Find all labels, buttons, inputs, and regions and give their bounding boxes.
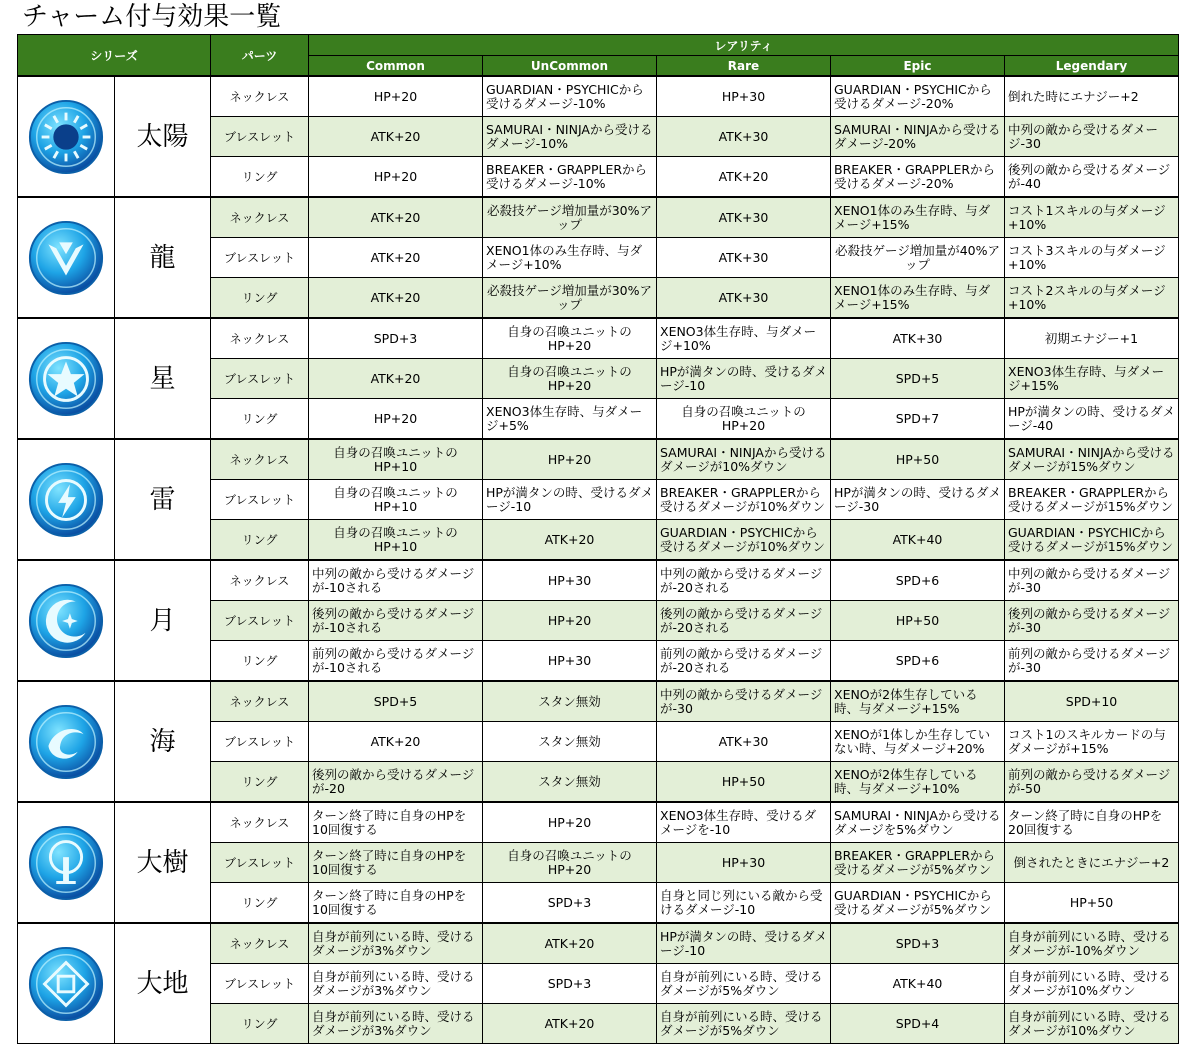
effect-cell: GUARDIAN・PSYCHICから受けるダメージが5%ダウン bbox=[831, 883, 1005, 924]
effect-cell: GUARDIAN・PSYCHICから受けるダメージ-20% bbox=[831, 76, 1005, 117]
effect-cell: 自身の召喚ユニットのHP+10 bbox=[309, 480, 483, 520]
effect-cell: XENO3体生存時、受けるダメージを-10 bbox=[657, 802, 831, 843]
effect-cell: SPD+5 bbox=[831, 359, 1005, 399]
series-icon-cell bbox=[18, 318, 115, 439]
effect-cell: 後列の敵から受けるダメージが-40 bbox=[1005, 157, 1179, 198]
effect-cell: 後列の敵から受けるダメージが-20される bbox=[657, 601, 831, 641]
part-name: ブレスレット bbox=[211, 964, 309, 1004]
table-row bbox=[18, 560, 1179, 601]
effect-cell: 自身の召喚ユニットのHP+10 bbox=[309, 439, 483, 480]
effect-cell: 中列の敵から受けるダメージが-10される bbox=[309, 560, 483, 601]
effect-cell: スタン無効 bbox=[483, 722, 657, 762]
part-name: リング bbox=[211, 278, 309, 319]
effect-cell: XENOが2体生存している時、与ダメージ+10% bbox=[831, 762, 1005, 803]
series-name: 大地 bbox=[115, 923, 211, 1044]
effect-cell: ATK+30 bbox=[657, 117, 831, 157]
effect-cell: 自身の召喚ユニットのHP+20 bbox=[657, 399, 831, 440]
series-name: 大樹 bbox=[115, 802, 211, 923]
effect-cell: 初期エナジー+1 bbox=[1005, 318, 1179, 359]
effect-cell: HP+20 bbox=[483, 601, 657, 641]
effect-cell: ATK+20 bbox=[309, 722, 483, 762]
header-rarity-common: Common bbox=[309, 56, 483, 77]
charm-effect-table-container bbox=[17, 34, 1178, 1044]
effect-cell: 必殺技ゲージ増加量が40%アップ bbox=[831, 238, 1005, 278]
effect-cell: XENO1体のみ生存時、与ダメージ+15% bbox=[831, 278, 1005, 319]
effect-cell: ATK+30 bbox=[657, 278, 831, 319]
effect-cell: コスト1のスキルカードの与ダメージが+15% bbox=[1005, 722, 1179, 762]
series-icon-cell bbox=[18, 681, 115, 802]
effect-cell: HP+30 bbox=[657, 843, 831, 883]
effect-cell: ATK+20 bbox=[309, 278, 483, 319]
effect-cell: 前列の敵から受けるダメージが-50 bbox=[1005, 762, 1179, 803]
table-body bbox=[18, 76, 1179, 1044]
effect-cell: SPD+4 bbox=[831, 1004, 1005, 1044]
table-row bbox=[18, 923, 1179, 964]
effect-cell: 自身が前列にいる時、受けるダメージが-10%ダウン bbox=[1005, 923, 1179, 964]
effect-cell: 自身の召喚ユニットのHP+20 bbox=[483, 359, 657, 399]
effect-cell: XENO3体生存時、与ダメージ+5% bbox=[483, 399, 657, 440]
effect-cell: HPが満タンの時、受けるダメージ-10 bbox=[657, 359, 831, 399]
effect-cell: SPD+3 bbox=[831, 923, 1005, 964]
sea-charm-icon bbox=[18, 703, 114, 781]
series-name: 星 bbox=[115, 318, 211, 439]
effect-cell: HPが満タンの時、受けるダメージ-30 bbox=[831, 480, 1005, 520]
effect-cell: HP+50 bbox=[657, 762, 831, 803]
series-icon-cell bbox=[18, 923, 115, 1044]
effect-cell: HP+30 bbox=[483, 560, 657, 601]
effect-cell: 前列の敵から受けるダメージが-10される bbox=[309, 641, 483, 682]
part-name: ネックレス bbox=[211, 802, 309, 843]
effect-cell: 中列の敵から受けるダメージが-30 bbox=[1005, 560, 1179, 601]
effect-cell: BREAKER・GRAPPLERから受けるダメージが10%ダウン bbox=[657, 480, 831, 520]
series-icon-cell bbox=[18, 439, 115, 560]
table-row bbox=[18, 197, 1179, 238]
effect-cell: ATK+40 bbox=[831, 520, 1005, 561]
effect-cell: スタン無効 bbox=[483, 681, 657, 722]
effect-cell: 前列の敵から受けるダメージが-20される bbox=[657, 641, 831, 682]
part-name: ブレスレット bbox=[211, 117, 309, 157]
effect-cell: SPD+3 bbox=[309, 318, 483, 359]
sun-charm-icon bbox=[18, 98, 114, 176]
part-name: リング bbox=[211, 520, 309, 561]
effect-cell: BREAKER・GRAPPLERから受けるダメージ-10% bbox=[483, 157, 657, 198]
effect-cell: SPD+3 bbox=[483, 964, 657, 1004]
effect-cell: 自身が前列にいる時、受けるダメージが10%ダウン bbox=[1005, 1004, 1179, 1044]
effect-cell: ATK+20 bbox=[657, 157, 831, 198]
part-name: ネックレス bbox=[211, 560, 309, 601]
series-icon-cell bbox=[18, 197, 115, 318]
effect-cell: スタン無効 bbox=[483, 762, 657, 803]
effect-cell: コスト3スキルの与ダメージ+10% bbox=[1005, 238, 1179, 278]
effect-cell: 必殺技ゲージ増加量が30%アップ bbox=[483, 197, 657, 238]
effect-cell: 自身が前列にいる時、受けるダメージが3%ダウン bbox=[309, 923, 483, 964]
page-title: チャーム付与効果一覧 bbox=[22, 2, 282, 32]
effect-cell: ATK+30 bbox=[831, 318, 1005, 359]
part-name: ブレスレット bbox=[211, 722, 309, 762]
effect-cell: 中列の敵から受けるダメージが-30 bbox=[657, 681, 831, 722]
effect-cell: HPが満タンの時、受けるダメージ-40 bbox=[1005, 399, 1179, 440]
effect-cell: SPD+5 bbox=[309, 681, 483, 722]
effect-cell: 自身が前列にいる時、受けるダメージが5%ダウン bbox=[657, 1004, 831, 1044]
effect-cell: ATK+30 bbox=[657, 238, 831, 278]
effect-cell: ATK+20 bbox=[483, 520, 657, 561]
effect-cell: ATK+30 bbox=[657, 197, 831, 238]
header-rarity-uncommon: UnCommon bbox=[483, 56, 657, 77]
effect-cell: SAMURAI・NINJAから受けるダメージが15%ダウン bbox=[1005, 439, 1179, 480]
effect-cell: SPD+6 bbox=[831, 560, 1005, 601]
effect-cell: 後列の敵から受けるダメージが-10される bbox=[309, 601, 483, 641]
effect-cell: XENO3体生存時、与ダメージ+15% bbox=[1005, 359, 1179, 399]
effect-cell: コスト1スキルの与ダメージ+10% bbox=[1005, 197, 1179, 238]
effect-cell: ターン終了時に自身のHPを10回復する bbox=[309, 802, 483, 843]
charm-effect-table bbox=[17, 34, 1179, 1044]
effect-cell: HP+20 bbox=[309, 157, 483, 198]
series-name: 太陽 bbox=[115, 76, 211, 197]
part-name: ブレスレット bbox=[211, 238, 309, 278]
effect-cell: 自身が前列にいる時、受けるダメージが5%ダウン bbox=[657, 964, 831, 1004]
effect-cell: ATK+30 bbox=[657, 722, 831, 762]
part-name: ブレスレット bbox=[211, 601, 309, 641]
effect-cell: ATK+40 bbox=[831, 964, 1005, 1004]
effect-cell: HP+20 bbox=[483, 802, 657, 843]
effect-cell: HP+30 bbox=[483, 641, 657, 682]
part-name: リング bbox=[211, 399, 309, 440]
effect-cell: 後列の敵から受けるダメージが-30 bbox=[1005, 601, 1179, 641]
effect-cell: HP+50 bbox=[831, 601, 1005, 641]
effect-cell: 倒されたときにエナジー+2 bbox=[1005, 843, 1179, 883]
star-charm-icon bbox=[18, 340, 114, 418]
part-name: リング bbox=[211, 157, 309, 198]
effect-cell: GUARDIAN・PSYCHICから受けるダメージ-10% bbox=[483, 76, 657, 117]
effect-cell: コスト2スキルの与ダメージ+10% bbox=[1005, 278, 1179, 319]
effect-cell: 自身の召喚ユニットのHP+20 bbox=[483, 843, 657, 883]
dragon-charm-icon bbox=[18, 219, 114, 297]
effect-cell: ATK+20 bbox=[309, 117, 483, 157]
effect-cell: BREAKER・GRAPPLERから受けるダメージが15%ダウン bbox=[1005, 480, 1179, 520]
table-row bbox=[18, 439, 1179, 480]
part-name: ネックレス bbox=[211, 923, 309, 964]
header-series: シリーズ bbox=[18, 35, 211, 77]
header-rarity: レアリティ bbox=[309, 35, 1179, 56]
effect-cell: 自身の召喚ユニットのHP+10 bbox=[309, 520, 483, 561]
part-name: ネックレス bbox=[211, 681, 309, 722]
effect-cell: 中列の敵から受けるダメージ-30 bbox=[1005, 117, 1179, 157]
series-name: 龍 bbox=[115, 197, 211, 318]
effect-cell: 中列の敵から受けるダメージが-20される bbox=[657, 560, 831, 601]
tree-charm-icon bbox=[18, 824, 114, 902]
effect-cell: HPが満タンの時、受けるダメージ-10 bbox=[657, 923, 831, 964]
header-rarity-legendary: Legendary bbox=[1005, 56, 1179, 77]
effect-cell: XENO3体生存時、与ダメージ+10% bbox=[657, 318, 831, 359]
part-name: ブレスレット bbox=[211, 843, 309, 883]
effect-cell: SAMURAI・NINJAから受けるダメージ-10% bbox=[483, 117, 657, 157]
effect-cell: 後列の敵から受けるダメージが-20 bbox=[309, 762, 483, 803]
effect-cell: ターン終了時に自身のHPを10回復する bbox=[309, 843, 483, 883]
effect-cell: SAMURAI・NINJAから受けるダメージが10%ダウン bbox=[657, 439, 831, 480]
table-row bbox=[18, 681, 1179, 722]
series-name: 海 bbox=[115, 681, 211, 802]
header-rarity-epic: Epic bbox=[831, 56, 1005, 77]
part-name: ネックレス bbox=[211, 197, 309, 238]
table-row bbox=[18, 802, 1179, 843]
table-row bbox=[18, 76, 1179, 117]
effect-cell: 前列の敵から受けるダメージが-30 bbox=[1005, 641, 1179, 682]
effect-cell: 必殺技ゲージ増加量が30%アップ bbox=[483, 278, 657, 319]
part-name: リング bbox=[211, 762, 309, 803]
effect-cell: HP+50 bbox=[831, 439, 1005, 480]
series-icon-cell bbox=[18, 802, 115, 923]
effect-cell: SAMURAI・NINJAから受けるダメージ-20% bbox=[831, 117, 1005, 157]
effect-cell: 自身が前列にいる時、受けるダメージが10%ダウン bbox=[1005, 964, 1179, 1004]
part-name: ネックレス bbox=[211, 76, 309, 117]
effect-cell: 倒れた時にエナジー+2 bbox=[1005, 76, 1179, 117]
effect-cell: HP+50 bbox=[1005, 883, 1179, 924]
table-row bbox=[18, 318, 1179, 359]
series-name: 雷 bbox=[115, 439, 211, 560]
effect-cell: SPD+3 bbox=[483, 883, 657, 924]
effect-cell: ATK+20 bbox=[483, 923, 657, 964]
effect-cell: HP+20 bbox=[483, 439, 657, 480]
header-rarity-rare: Rare bbox=[657, 56, 831, 77]
effect-cell: BREAKER・GRAPPLERから受けるダメージが5%ダウン bbox=[831, 843, 1005, 883]
effect-cell: ATK+20 bbox=[309, 238, 483, 278]
effect-cell: 自身が前列にいる時、受けるダメージが3%ダウン bbox=[309, 964, 483, 1004]
series-icon-cell bbox=[18, 76, 115, 197]
part-name: リング bbox=[211, 1004, 309, 1044]
effect-cell: SPD+10 bbox=[1005, 681, 1179, 722]
header-parts: パーツ bbox=[211, 35, 309, 77]
effect-cell: GUARDIAN・PSYCHICから受けるダメージが10%ダウン bbox=[657, 520, 831, 561]
series-name: 月 bbox=[115, 560, 211, 681]
effect-cell: XENO1体のみ生存時、与ダメージ+15% bbox=[831, 197, 1005, 238]
series-icon-cell bbox=[18, 560, 115, 681]
effect-cell: HPが満タンの時、受けるダメージ-10 bbox=[483, 480, 657, 520]
effect-cell: 自身の召喚ユニットのHP+20 bbox=[483, 318, 657, 359]
part-name: ブレスレット bbox=[211, 359, 309, 399]
effect-cell: ターン終了時に自身のHPを20回復する bbox=[1005, 802, 1179, 843]
moon-charm-icon bbox=[18, 582, 114, 660]
effect-cell: ATK+20 bbox=[309, 197, 483, 238]
effect-cell: 自身と同じ列にいる敵から受けるダメージ-10 bbox=[657, 883, 831, 924]
part-name: ネックレス bbox=[211, 439, 309, 480]
effect-cell: SPD+6 bbox=[831, 641, 1005, 682]
effect-cell: SAMURAI・NINJAから受けるダメージを5%ダウン bbox=[831, 802, 1005, 843]
effect-cell: HP+30 bbox=[657, 76, 831, 117]
effect-cell: ATK+20 bbox=[309, 359, 483, 399]
effect-cell: 自身が前列にいる時、受けるダメージが3%ダウン bbox=[309, 1004, 483, 1044]
thunder-charm-icon bbox=[18, 461, 114, 539]
part-name: リング bbox=[211, 641, 309, 682]
effect-cell: ATK+20 bbox=[483, 1004, 657, 1044]
part-name: ブレスレット bbox=[211, 480, 309, 520]
effect-cell: GUARDIAN・PSYCHICから受けるダメージが15%ダウン bbox=[1005, 520, 1179, 561]
effect-cell: ターン終了時に自身のHPを10回復する bbox=[309, 883, 483, 924]
effect-cell: XENOが2体生存している時、与ダメージ+15% bbox=[831, 681, 1005, 722]
effect-cell: XENOが1体しか生存していない時、与ダメージ+20% bbox=[831, 722, 1005, 762]
part-name: リング bbox=[211, 883, 309, 924]
effect-cell: XENO1体のみ生存時、与ダメージ+10% bbox=[483, 238, 657, 278]
effect-cell: SPD+7 bbox=[831, 399, 1005, 440]
part-name: ネックレス bbox=[211, 318, 309, 359]
effect-cell: HP+20 bbox=[309, 76, 483, 117]
effect-cell: HP+20 bbox=[309, 399, 483, 440]
effect-cell: BREAKER・GRAPPLERから受けるダメージ-20% bbox=[831, 157, 1005, 198]
